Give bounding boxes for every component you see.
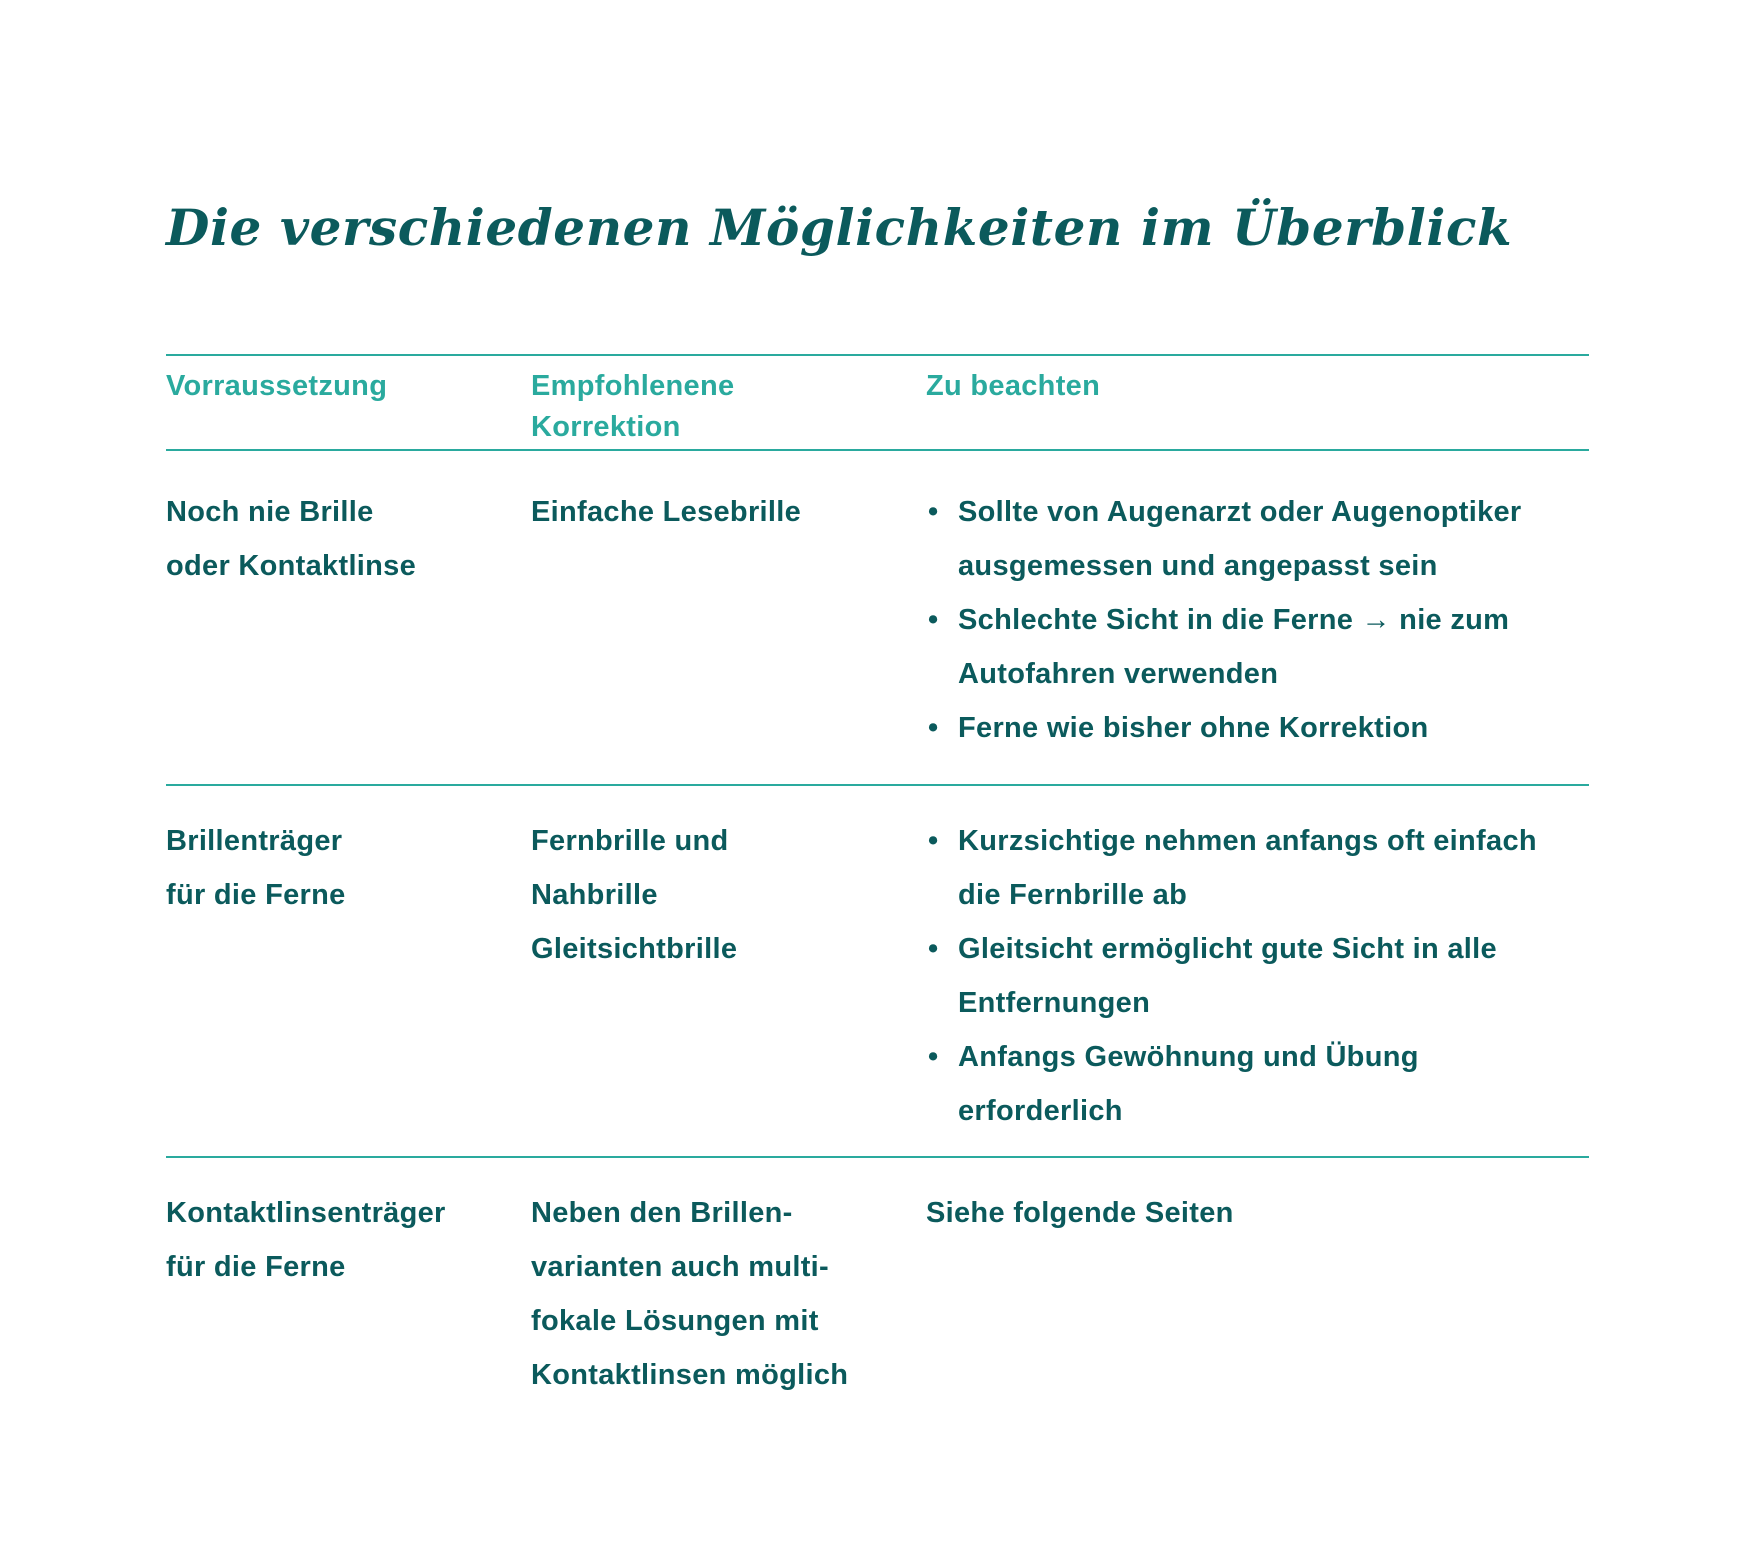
bullet-icon: • [928,933,939,965]
bullet-line: Sollte von Augenarzt oder Augenoptiker [958,496,1522,528]
row-3-notes [926,1186,1234,1240]
row-1-requirement [166,485,416,593]
bullet-item [926,701,1522,755]
cell-line: Kontaktlinsenträger [166,1197,446,1229]
cell-line: Gleitsichtbrille [531,933,738,965]
row-3-requirement [166,1186,446,1294]
bullet-item [926,1030,1537,1138]
bullet-line: Kurzsichtige nehmen anfangs oft einfach [958,825,1537,857]
bullet-item [926,814,1537,922]
cell-line: fokale Lösungen mit [531,1305,819,1337]
header-notes-line: Zu beachten [926,370,1101,402]
bullet-list [926,814,1537,1138]
header-correction-line: Korrektion [531,411,681,443]
cell-line: für die Ferne [166,879,346,911]
table-top-rule [166,354,1589,356]
bullet-line: erforderlich [958,1095,1123,1127]
header-correction-line: Empfohlenene [531,370,735,402]
bullet-icon: • [928,1041,939,1073]
row-2-notes [926,814,1537,1138]
bullet-item [926,922,1537,1030]
bullet-line: Gleitsicht ermöglicht gute Sicht in alle [958,933,1497,965]
bullet-item [926,485,1522,593]
row-1-notes [926,485,1522,755]
header-correction [531,366,734,448]
bullet-line: Autofahren verwenden [958,658,1279,690]
bullet-icon: • [928,496,939,528]
bullet-line: die Fernbrille ab [958,879,1188,911]
bullet-line: Schlechte Sicht in die Ferne → nie zum [958,604,1510,636]
cell-line: Kontaktlinsen möglich [531,1359,849,1391]
cell-line: Nahbrille [531,879,658,911]
row-3-correction [531,1186,848,1402]
bullet-list [926,485,1522,755]
cell-line: Einfache Lesebrille [531,496,802,528]
bullet-item [926,593,1522,701]
header-notes [926,366,1100,407]
row-divider [166,1156,1589,1158]
row-1-correction [531,485,801,539]
cell-line: Siehe folgende Seiten [926,1197,1234,1229]
cell-line: oder Kontaktlinse [166,550,417,582]
cell-line: varianten auch multi- [531,1251,829,1283]
bullet-icon: • [928,825,939,857]
cell-line: Neben den Brillen- [531,1197,793,1229]
bullet-line: Entfernungen [958,987,1151,1019]
cell-line: Noch nie Brille [166,496,374,528]
bullet-icon: • [928,604,939,636]
bullet-line: Ferne wie bisher ohne Korrektion [958,712,1429,744]
bullet-icon: • [928,712,939,744]
bullet-line: Anfangs Gewöhnung und Übung [958,1041,1419,1073]
header-bottom-rule [166,449,1589,451]
header-requirement-line: Vorraussetzung [166,370,388,402]
cell-line: für die Ferne [166,1251,346,1283]
bullet-line: ausgemessen und angepasst sein [958,550,1438,582]
cell-line: Brillenträger [166,825,343,857]
row-2-correction [531,814,737,976]
page-title: Die verschiedenen Möglichkeiten im Überblick [166,198,1513,257]
header-requirement [166,366,387,407]
cell-line: Fernbrille und [531,825,729,857]
row-2-requirement [166,814,346,922]
row-divider [166,784,1589,786]
